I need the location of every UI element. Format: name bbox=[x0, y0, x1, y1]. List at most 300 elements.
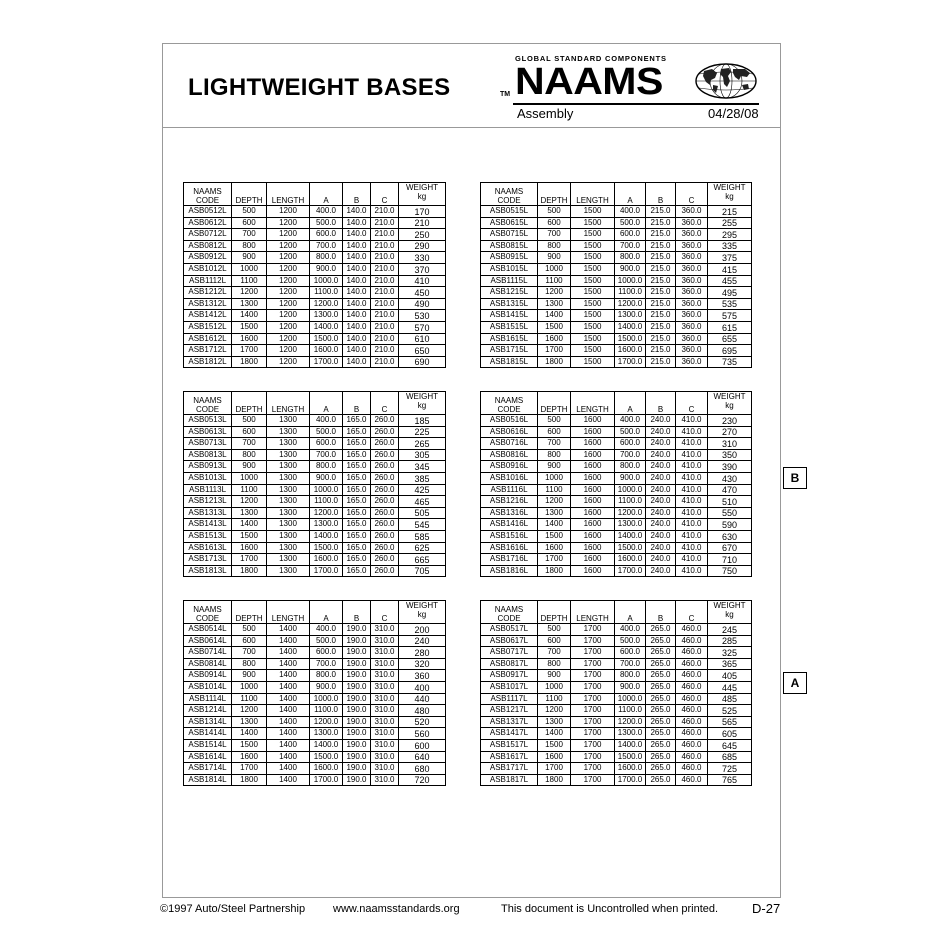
table-cell: 165.0 bbox=[343, 472, 371, 484]
table-cell: ASB1616L bbox=[481, 542, 538, 554]
logo-tagline: GLOBAL STANDARD COMPONENTS bbox=[515, 54, 667, 63]
table-cell: ASB0816L bbox=[481, 449, 538, 461]
table-cell: ASB1315L bbox=[481, 298, 538, 310]
table-cell: 545 bbox=[399, 519, 446, 531]
table-cell: 1200.0 bbox=[615, 716, 646, 728]
table-cell: 265.0 bbox=[646, 670, 676, 682]
table-cell: 385 bbox=[399, 472, 446, 484]
table-cell: 410.0 bbox=[676, 496, 708, 508]
table-cell: ASB0515L bbox=[481, 206, 538, 218]
table-cell: 1400 bbox=[267, 739, 310, 751]
table-cell: 210.0 bbox=[371, 310, 399, 322]
table-cell: ASB0616L bbox=[481, 426, 538, 438]
table-row bbox=[184, 298, 446, 310]
table-row bbox=[184, 693, 446, 705]
table-cell: ASB1317L bbox=[481, 716, 538, 728]
table-cell: 165.0 bbox=[343, 438, 371, 450]
table-cell: 695 bbox=[708, 345, 752, 357]
table-cell: 240.0 bbox=[646, 519, 676, 531]
table-cell: 1000.0 bbox=[310, 693, 343, 705]
table-cell: 265.0 bbox=[646, 624, 676, 636]
table-cell: ASB1214L bbox=[184, 705, 232, 717]
table-row bbox=[184, 275, 446, 287]
table-cell: 260.0 bbox=[371, 472, 399, 484]
table-cell: 240.0 bbox=[646, 565, 676, 577]
table-cell: 140.0 bbox=[343, 345, 371, 357]
table-cell: 1400 bbox=[267, 763, 310, 775]
table-cell: 700 bbox=[232, 229, 267, 241]
table-cell: 565 bbox=[708, 716, 752, 728]
table-cell: ASB1416L bbox=[481, 519, 538, 531]
table-cell: 900.0 bbox=[310, 681, 343, 693]
table-cell: ASB1215L bbox=[481, 287, 538, 299]
table-row bbox=[481, 751, 752, 763]
table-cell: 390 bbox=[708, 461, 752, 473]
table-cell: 1100 bbox=[538, 484, 571, 496]
table-cell: 650 bbox=[399, 345, 446, 357]
table-cell: 210.0 bbox=[371, 321, 399, 333]
table-cell: ASB1512L bbox=[184, 321, 232, 333]
table-cell: 1700.0 bbox=[615, 774, 646, 786]
table-cell: 1300 bbox=[267, 554, 310, 566]
footer-notice: This document is Uncontrolled when printed. bbox=[501, 903, 719, 915]
table-cell: 1100 bbox=[538, 275, 571, 287]
table-row bbox=[481, 206, 752, 218]
table-cell: 360.0 bbox=[676, 345, 708, 357]
table-cell: ASB0913L bbox=[184, 461, 232, 473]
table-cell: 140.0 bbox=[343, 275, 371, 287]
table-row bbox=[184, 252, 446, 264]
table-cell: ASB1412L bbox=[184, 310, 232, 322]
table-cell: 460.0 bbox=[676, 739, 708, 751]
table-cell: 600 bbox=[232, 426, 267, 438]
table-cell: 525 bbox=[708, 705, 752, 717]
table-cell: 1400.0 bbox=[615, 530, 646, 542]
table-cell: 260.0 bbox=[371, 519, 399, 531]
table-row bbox=[184, 763, 446, 775]
table-cell: 1500 bbox=[571, 345, 615, 357]
table-cell: 270 bbox=[708, 426, 752, 438]
table-cell: 480 bbox=[399, 705, 446, 717]
table-cell: 1400 bbox=[538, 310, 571, 322]
table-cell: 720 bbox=[399, 774, 446, 786]
table-cell: 460.0 bbox=[676, 624, 708, 636]
table-cell: 1300 bbox=[267, 496, 310, 508]
table-cell: 190.0 bbox=[343, 647, 371, 659]
table-cell: 1600 bbox=[571, 438, 615, 450]
table-cell: 700.0 bbox=[615, 658, 646, 670]
table-cell: 400.0 bbox=[615, 415, 646, 427]
table-row bbox=[481, 530, 752, 542]
table-cell: 410.0 bbox=[676, 472, 708, 484]
spec-table bbox=[480, 600, 752, 786]
table-cell: 405 bbox=[708, 670, 752, 682]
column-header: B bbox=[343, 183, 371, 206]
table-row bbox=[481, 240, 752, 252]
table-cell: ASB1312L bbox=[184, 298, 232, 310]
table-cell: ASB1112L bbox=[184, 275, 232, 287]
table-cell: 560 bbox=[399, 728, 446, 740]
table-cell: 280 bbox=[399, 647, 446, 659]
table-cell: 360 bbox=[399, 670, 446, 682]
table-cell: 1400 bbox=[232, 728, 267, 740]
table-cell: 240 bbox=[399, 635, 446, 647]
table-cell: 1700.0 bbox=[310, 356, 343, 368]
table-cell: 1700.0 bbox=[615, 565, 646, 577]
table-cell: 1100 bbox=[538, 693, 571, 705]
table-row bbox=[481, 449, 752, 461]
table-cell: 1400 bbox=[267, 681, 310, 693]
table-cell: 1700 bbox=[571, 624, 615, 636]
table-cell: 530 bbox=[399, 310, 446, 322]
table-cell: 1800 bbox=[538, 565, 571, 577]
table-cell: 1600 bbox=[571, 496, 615, 508]
table-cell: 140.0 bbox=[343, 310, 371, 322]
table-row bbox=[184, 461, 446, 473]
column-header: B bbox=[646, 183, 676, 206]
table-cell: 410.0 bbox=[676, 542, 708, 554]
table-cell: 165.0 bbox=[343, 461, 371, 473]
table-cell: 1500.0 bbox=[615, 751, 646, 763]
table-cell: 1600 bbox=[571, 554, 615, 566]
table-cell: ASB1515L bbox=[481, 321, 538, 333]
table-cell: 1700.0 bbox=[310, 774, 343, 786]
table-cell: 900.0 bbox=[615, 472, 646, 484]
table-cell: 1000.0 bbox=[310, 484, 343, 496]
column-header: A bbox=[615, 601, 646, 624]
table-cell: 240.0 bbox=[646, 507, 676, 519]
column-header: A bbox=[310, 183, 343, 206]
table-cell: 750 bbox=[708, 565, 752, 577]
table-cell: 360.0 bbox=[676, 321, 708, 333]
table-cell: 1200 bbox=[267, 287, 310, 299]
table-cell: 500 bbox=[232, 415, 267, 427]
table-cell: 365 bbox=[708, 658, 752, 670]
table-cell: ASB1014L bbox=[184, 681, 232, 693]
table-cell: 140.0 bbox=[343, 287, 371, 299]
side-tab-b[interactable]: B bbox=[783, 467, 807, 489]
table-cell: 310.0 bbox=[371, 670, 399, 682]
table-cell: 1300 bbox=[267, 530, 310, 542]
table-cell: ASB0714L bbox=[184, 647, 232, 659]
table-cell: 140.0 bbox=[343, 229, 371, 241]
table-cell: 210 bbox=[399, 217, 446, 229]
table-cell: 1100.0 bbox=[615, 287, 646, 299]
table-cell: 265.0 bbox=[646, 774, 676, 786]
table-row bbox=[184, 229, 446, 241]
table-cell: 1100.0 bbox=[310, 496, 343, 508]
table-cell: 1200 bbox=[232, 496, 267, 508]
table-cell: 600 bbox=[538, 217, 571, 229]
table-cell: 460.0 bbox=[676, 728, 708, 740]
table-row bbox=[184, 507, 446, 519]
table-cell: 1400 bbox=[267, 728, 310, 740]
table-cell: 1400 bbox=[267, 670, 310, 682]
table-cell: 800.0 bbox=[615, 461, 646, 473]
table-cell: 400.0 bbox=[310, 624, 343, 636]
table-cell: 700 bbox=[232, 438, 267, 450]
table-cell: 410.0 bbox=[676, 565, 708, 577]
table-cell: 725 bbox=[708, 763, 752, 775]
table-row bbox=[184, 624, 446, 636]
table-cell: 265.0 bbox=[646, 658, 676, 670]
table-cell: 645 bbox=[708, 739, 752, 751]
table-cell: 240.0 bbox=[646, 438, 676, 450]
table-cell: 1100.0 bbox=[310, 705, 343, 717]
table-row bbox=[184, 287, 446, 299]
table-cell: ASB1016L bbox=[481, 472, 538, 484]
table-cell: 600.0 bbox=[310, 647, 343, 659]
table-cell: 140.0 bbox=[343, 333, 371, 345]
table-cell: 1000.0 bbox=[310, 275, 343, 287]
table-cell: 1300 bbox=[267, 438, 310, 450]
table-cell: 240.0 bbox=[646, 449, 676, 461]
table-row bbox=[481, 554, 752, 566]
column-header: DEPTH bbox=[232, 601, 267, 624]
table-cell: 1700 bbox=[571, 716, 615, 728]
table-cell: ASB1613L bbox=[184, 542, 232, 554]
table-row bbox=[184, 519, 446, 531]
column-header: LENGTH bbox=[267, 183, 310, 206]
table-row bbox=[481, 519, 752, 531]
table-row bbox=[481, 472, 752, 484]
column-header: DEPTH bbox=[232, 392, 267, 415]
table-cell: 700.0 bbox=[310, 240, 343, 252]
table-cell: 215.0 bbox=[646, 321, 676, 333]
table-row bbox=[184, 647, 446, 659]
table-cell: 265.0 bbox=[646, 728, 676, 740]
side-tab-a[interactable]: A bbox=[783, 672, 807, 694]
table-cell: 465 bbox=[399, 496, 446, 508]
table-cell: 215.0 bbox=[646, 345, 676, 357]
table-cell: 265.0 bbox=[646, 751, 676, 763]
table-cell: 265.0 bbox=[646, 763, 676, 775]
table-cell: 500.0 bbox=[310, 217, 343, 229]
table-cell: 1400.0 bbox=[310, 321, 343, 333]
table-cell: 585 bbox=[399, 530, 446, 542]
table-cell: 460.0 bbox=[676, 670, 708, 682]
table-row bbox=[481, 693, 752, 705]
table-cell: 260.0 bbox=[371, 554, 399, 566]
table-cell: 410.0 bbox=[676, 484, 708, 496]
table-cell: 800 bbox=[538, 240, 571, 252]
table-cell: 1600 bbox=[571, 426, 615, 438]
table-row bbox=[184, 705, 446, 717]
table-cell: 165.0 bbox=[343, 565, 371, 577]
column-header: LENGTH bbox=[571, 183, 615, 206]
table-cell: 1300 bbox=[267, 415, 310, 427]
table-cell: 1600 bbox=[571, 461, 615, 473]
table-cell: 1400 bbox=[232, 519, 267, 531]
table-cell: 260.0 bbox=[371, 496, 399, 508]
table-cell: 800.0 bbox=[310, 670, 343, 682]
table-row bbox=[481, 252, 752, 264]
footer-copyright: ©1997 Auto/Steel Partnership bbox=[160, 903, 306, 915]
table-row bbox=[481, 356, 752, 368]
table-cell: 460.0 bbox=[676, 774, 708, 786]
table-cell: 700 bbox=[538, 647, 571, 659]
table-cell: 1100 bbox=[232, 275, 267, 287]
table-cell: 1500 bbox=[571, 310, 615, 322]
table-cell: 410.0 bbox=[676, 415, 708, 427]
table-cell: 1700 bbox=[571, 763, 615, 775]
table-cell: 1000.0 bbox=[615, 484, 646, 496]
table-cell: ASB1313L bbox=[184, 507, 232, 519]
table-cell: 265.0 bbox=[646, 705, 676, 717]
table-cell: ASB1814L bbox=[184, 774, 232, 786]
table-cell: ASB1015L bbox=[481, 263, 538, 275]
table-cell: 600.0 bbox=[615, 438, 646, 450]
table-cell: 600.0 bbox=[615, 229, 646, 241]
table-row bbox=[184, 240, 446, 252]
footer-website[interactable]: www.naamsstandards.org bbox=[333, 903, 460, 915]
table-cell: 1700.0 bbox=[615, 356, 646, 368]
table-row bbox=[481, 321, 752, 333]
table-cell: 265.0 bbox=[646, 635, 676, 647]
table-cell: 1700 bbox=[571, 635, 615, 647]
table-cell: 1600 bbox=[571, 484, 615, 496]
table-cell: ASB1316L bbox=[481, 507, 538, 519]
table-cell: 1500 bbox=[232, 321, 267, 333]
table-cell: 1600.0 bbox=[615, 345, 646, 357]
column-header: NAAMS CODE bbox=[184, 392, 232, 415]
table-cell: 1300 bbox=[267, 565, 310, 577]
table-cell: 285 bbox=[708, 635, 752, 647]
table-cell: 1600 bbox=[571, 415, 615, 427]
table-cell: 265.0 bbox=[646, 739, 676, 751]
table-cell: 215.0 bbox=[646, 298, 676, 310]
table-cell: 1500 bbox=[571, 252, 615, 264]
column-header: WEIGHT kg bbox=[399, 601, 446, 624]
table-cell: 190.0 bbox=[343, 716, 371, 728]
table-cell: 185 bbox=[399, 415, 446, 427]
table-cell: 215.0 bbox=[646, 217, 676, 229]
table-cell: 1400 bbox=[267, 647, 310, 659]
table-row bbox=[184, 356, 446, 368]
table-cell: 1500 bbox=[571, 356, 615, 368]
table-cell: 500.0 bbox=[310, 426, 343, 438]
table-cell: 1000.0 bbox=[615, 693, 646, 705]
table-cell: 800 bbox=[232, 449, 267, 461]
table-cell: 400.0 bbox=[310, 206, 343, 218]
table-row bbox=[481, 716, 752, 728]
table-cell: 265.0 bbox=[646, 693, 676, 705]
table-cell: 610 bbox=[399, 333, 446, 345]
table-cell: 255 bbox=[708, 217, 752, 229]
table-cell: 165.0 bbox=[343, 415, 371, 427]
table-cell: 1500 bbox=[232, 739, 267, 751]
table-cell: 640 bbox=[399, 751, 446, 763]
table-cell: ASB0912L bbox=[184, 252, 232, 264]
table-cell: 600 bbox=[232, 635, 267, 647]
table-cell: 1500 bbox=[571, 229, 615, 241]
table-cell: 240.0 bbox=[646, 461, 676, 473]
table-cell: 460.0 bbox=[676, 763, 708, 775]
table-row bbox=[184, 415, 446, 427]
table-cell: 1300 bbox=[267, 426, 310, 438]
table-cell: 1400 bbox=[267, 658, 310, 670]
table-cell: 260.0 bbox=[371, 449, 399, 461]
table-cell: 1800 bbox=[538, 774, 571, 786]
table-cell: 600 bbox=[538, 426, 571, 438]
table-cell: 1300 bbox=[267, 484, 310, 496]
table-cell: 700.0 bbox=[615, 240, 646, 252]
table-cell: 1400 bbox=[267, 624, 310, 636]
table-cell: 600 bbox=[399, 739, 446, 751]
table-cell: ASB0916L bbox=[481, 461, 538, 473]
table-cell: 1200 bbox=[267, 345, 310, 357]
table-row bbox=[481, 415, 752, 427]
table-cell: 400 bbox=[399, 681, 446, 693]
table-cell: ASB0712L bbox=[184, 229, 232, 241]
table-cell: 700.0 bbox=[310, 658, 343, 670]
table-cell: 410.0 bbox=[676, 438, 708, 450]
table-cell: ASB1715L bbox=[481, 345, 538, 357]
table-cell: 685 bbox=[708, 751, 752, 763]
spec-table bbox=[183, 391, 446, 577]
table-cell: 1300.0 bbox=[615, 310, 646, 322]
table-cell: ASB0814L bbox=[184, 658, 232, 670]
table-cell: 900 bbox=[232, 252, 267, 264]
table-cell: 310.0 bbox=[371, 728, 399, 740]
table-cell: 1500.0 bbox=[615, 333, 646, 345]
table-cell: 1400.0 bbox=[615, 321, 646, 333]
table-cell: 700 bbox=[538, 229, 571, 241]
table-cell: 1200 bbox=[267, 240, 310, 252]
table-cell: 165.0 bbox=[343, 519, 371, 531]
table-cell: 190.0 bbox=[343, 705, 371, 717]
table-cell: 800.0 bbox=[615, 252, 646, 264]
table-cell: 1600 bbox=[538, 751, 571, 763]
table-cell: 1600.0 bbox=[310, 554, 343, 566]
column-header: DEPTH bbox=[538, 601, 571, 624]
column-header: NAAMS CODE bbox=[481, 392, 538, 415]
table-cell: 240.0 bbox=[646, 426, 676, 438]
table-row bbox=[184, 345, 446, 357]
table-cell: ASB0617L bbox=[481, 635, 538, 647]
table-cell: 1700 bbox=[571, 647, 615, 659]
table-cell: 700 bbox=[538, 438, 571, 450]
table-cell: ASB1513L bbox=[184, 530, 232, 542]
table-cell: 400.0 bbox=[310, 415, 343, 427]
table-row bbox=[481, 496, 752, 508]
table-cell: 1500 bbox=[571, 206, 615, 218]
table-cell: 1100.0 bbox=[615, 496, 646, 508]
table-row bbox=[481, 542, 752, 554]
table-row bbox=[481, 739, 752, 751]
table-row bbox=[481, 728, 752, 740]
table-row bbox=[481, 658, 752, 670]
table-cell: 1500.0 bbox=[310, 333, 343, 345]
column-header: B bbox=[646, 601, 676, 624]
table-cell: ASB0516L bbox=[481, 415, 538, 427]
table-cell: 215.0 bbox=[646, 206, 676, 218]
column-header: C bbox=[676, 183, 708, 206]
table-cell: 165.0 bbox=[343, 542, 371, 554]
table-cell: 165.0 bbox=[343, 554, 371, 566]
table-cell: ASB1615L bbox=[481, 333, 538, 345]
table-cell: ASB1212L bbox=[184, 287, 232, 299]
spec-table bbox=[480, 182, 752, 368]
column-header: C bbox=[371, 601, 399, 624]
table-cell: 140.0 bbox=[343, 356, 371, 368]
table-cell: 210.0 bbox=[371, 275, 399, 287]
table-cell: 1500 bbox=[571, 321, 615, 333]
table-cell: 240.0 bbox=[646, 496, 676, 508]
table-cell: ASB1712L bbox=[184, 345, 232, 357]
spec-table bbox=[183, 182, 446, 368]
table-cell: 1300 bbox=[267, 472, 310, 484]
